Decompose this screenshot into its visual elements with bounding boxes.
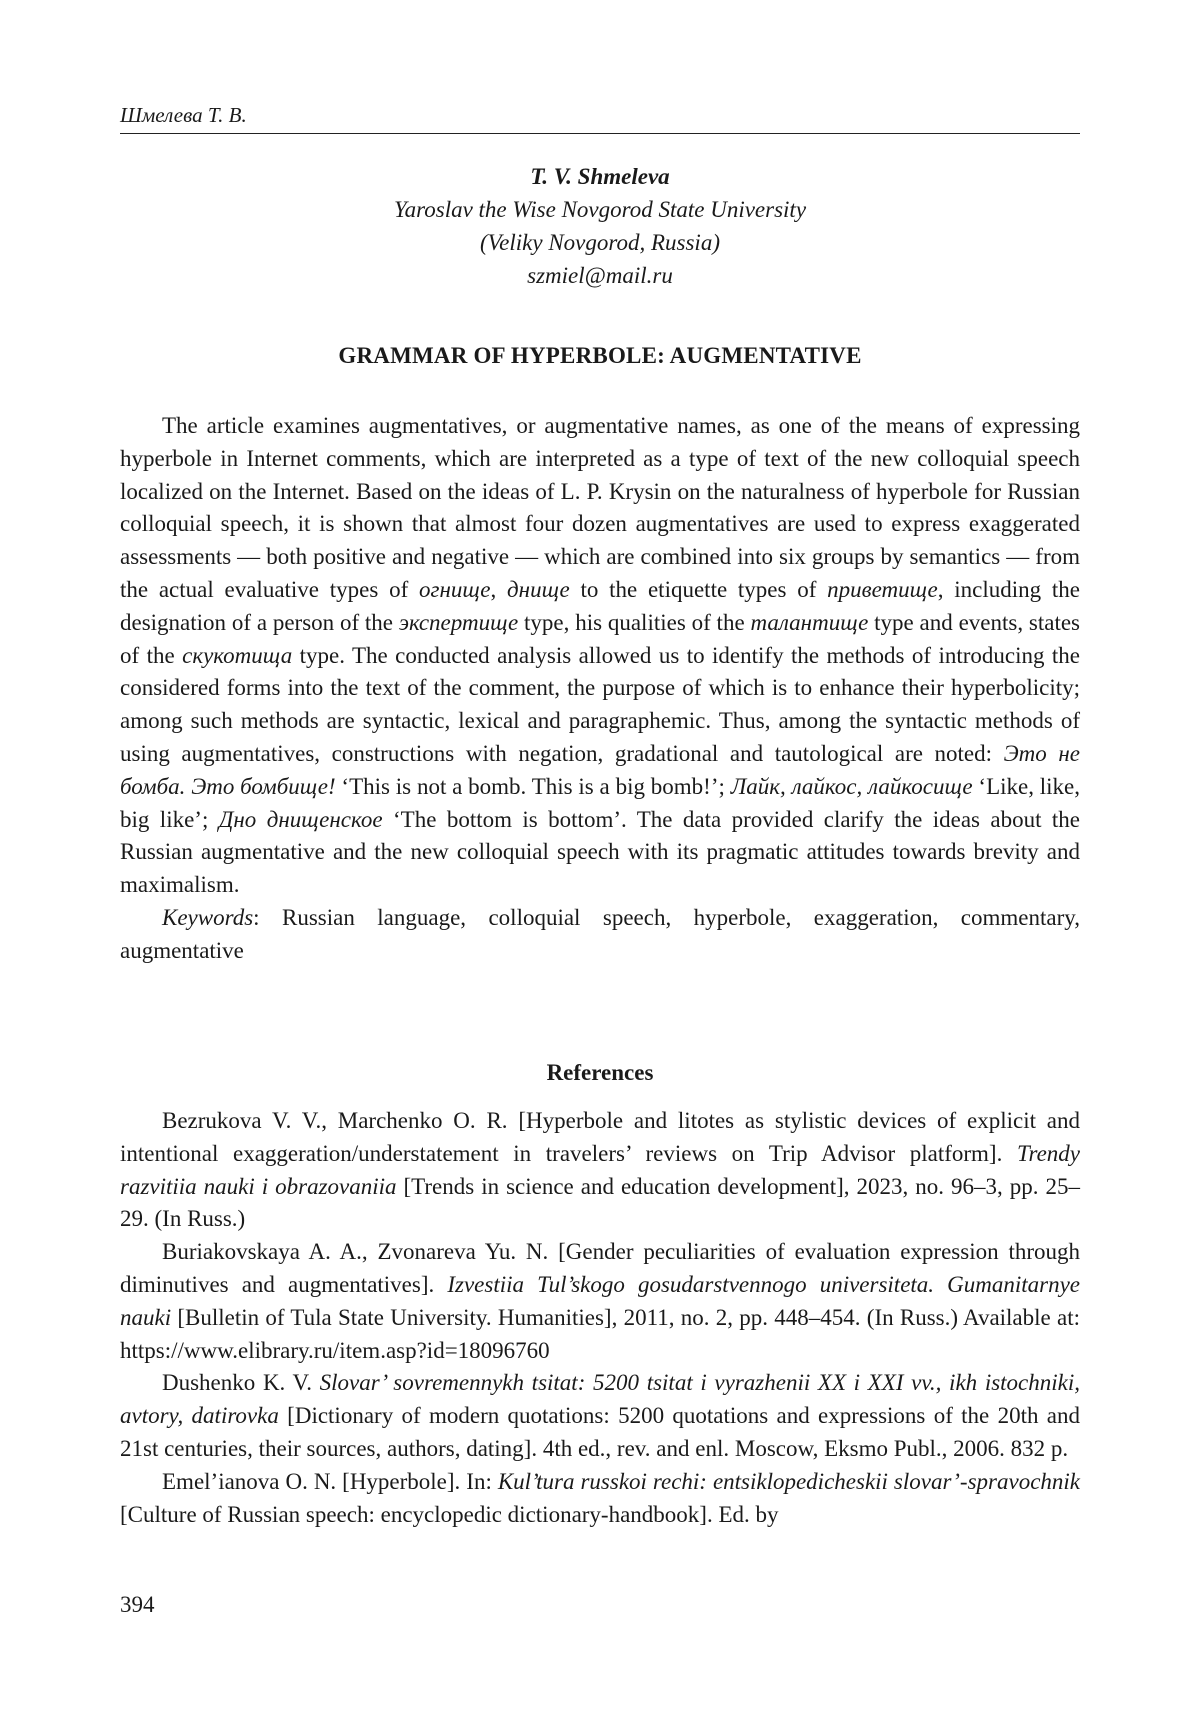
author-location: (Veliky Novgorod, Russia) [480, 230, 720, 255]
article-title: GRAMMAR OF HYPERBOLE: AUGMENTATIVE [338, 343, 862, 368]
abstract-paragraph: The article examines augmentatives, or augmentative names, as one of the means of expressing hyperbole in Internet comments, which are interpreted as a type of text of the new colloquial speech localized on the Internet. Based on the ideas of L. P. Krysin on the naturalness of hyperbole for Russian colloquial speech, it is shown that almost four dozen augmentatives are used to express exaggerated assessments — both positive and negative — which are combined into six groups by semantics — from the actual evaluative types of огнище, днище to the etiquette types of приветище, including the designation of a person of the экспертище type, his qualities of the талантище type and events, states of the скукотища type. The conducted analysis allowed us to identify the methods of introducing the considered forms into the text of the comment, the purpose of which is to enhance their hyperbolicity; among such methods are syntactic, lexical and paragraphemic. Thus, among the syntactic methods of using augmentatives, constructions with negation, gradational and tautological are noted: Это не бомба. Это бомбище! ‘This is not a bomb. This is a big bomb!’; Лайк, лайкос, лайкосище ‘Like, like, big like’; Дно днищенское ‘The bottom is bottom’. The data provided clarify the ideas about the Russian augmentative and the new colloquial speech with its pragmatic attitudes towards brevity and maximalism. [120, 413, 1081, 898]
example-phrase: Лайк, лайкос, лайкосище [730, 773, 973, 799]
example-word: огнище [418, 576, 491, 602]
author-affiliation: Yaroslav the Wise Novgorod State University [393, 197, 807, 222]
running-head: Шмелева Т. В. [120, 103, 247, 127]
example-word: приветище [827, 576, 938, 602]
author-email: szmiel@mail.ru [527, 263, 673, 288]
page-number: 394 [120, 1592, 155, 1617]
reference-item: Emel’ianova O. N. [Hyperbole]. In: Kul’tura russkoi rechi: entsiklopedicheskii slovar’-spravochnik [Culture of Russian speech: encyclopedic dictionary-handbook]. Ed. by [120, 1468, 1081, 1527]
abstract [120, 410, 1080, 968]
example-phrase: Дно днищенское [218, 806, 383, 832]
example-word: скукотища [182, 642, 293, 668]
reference-item: Bezrukova V. V., Marchenko O. R. [Hyperbole and litotes as stylistic devices of explicit and intentional exaggeration/understatement in travelers’ reviews on Trip Advisor platform]. Trendy razvitiia nauki i obrazovaniia [Trends in science and education development], 2023, no. 96–3, pp. 25–29. (In Russ.) [120, 1108, 1080, 1232]
author-name: T. V. Shmeleva [530, 164, 670, 189]
keywords: Keywords: Russian language, colloquial speech, hyperbole, exaggeration, commentary, augmentative [120, 904, 1080, 963]
references-heading: References [546, 1060, 654, 1085]
paper-page [120, 0, 1080, 1710]
example-word: днище [507, 576, 570, 602]
reference-item: Buriakovskaya A. A., Zvonareva Yu. N. [Gender peculiarities of evaluation expression through diminutives and augmentatives]. Izvestiia Tul’skogo gosudarstvennogo universiteta. Gumanitarnye nauki [Bulletin of Tula State University. Humanities], 2011, no. 2, pp. 448–454. (In Russ.) Available at: https://www.elibrary.ru/item.asp?id=18096760 [120, 1239, 1081, 1363]
example-word: экспертище [398, 609, 519, 635]
header-rule [120, 133, 1080, 134]
author-block [120, 160, 1080, 292]
keywords-label: Keywords [162, 904, 254, 930]
example-word: талантище [750, 609, 869, 635]
references-list [120, 1105, 1080, 1531]
example-phrase: Это не бомба. Это бомбище! [120, 740, 1080, 799]
reference-item: Dushenko K. V. Slovar’ sovremennykh tsitat: 5200 tsitat i vyrazhenii XX i XXI vv., ikh istochniki, avtory, datirovka [Dictionary of modern quotations: 5200 quotations and expressions of the 20th and 21st centuries, their sources, authors, dating]. 4th ed., rev. and enl. Moscow, Eksmo Publ., 2006. 832 p. [120, 1370, 1081, 1461]
